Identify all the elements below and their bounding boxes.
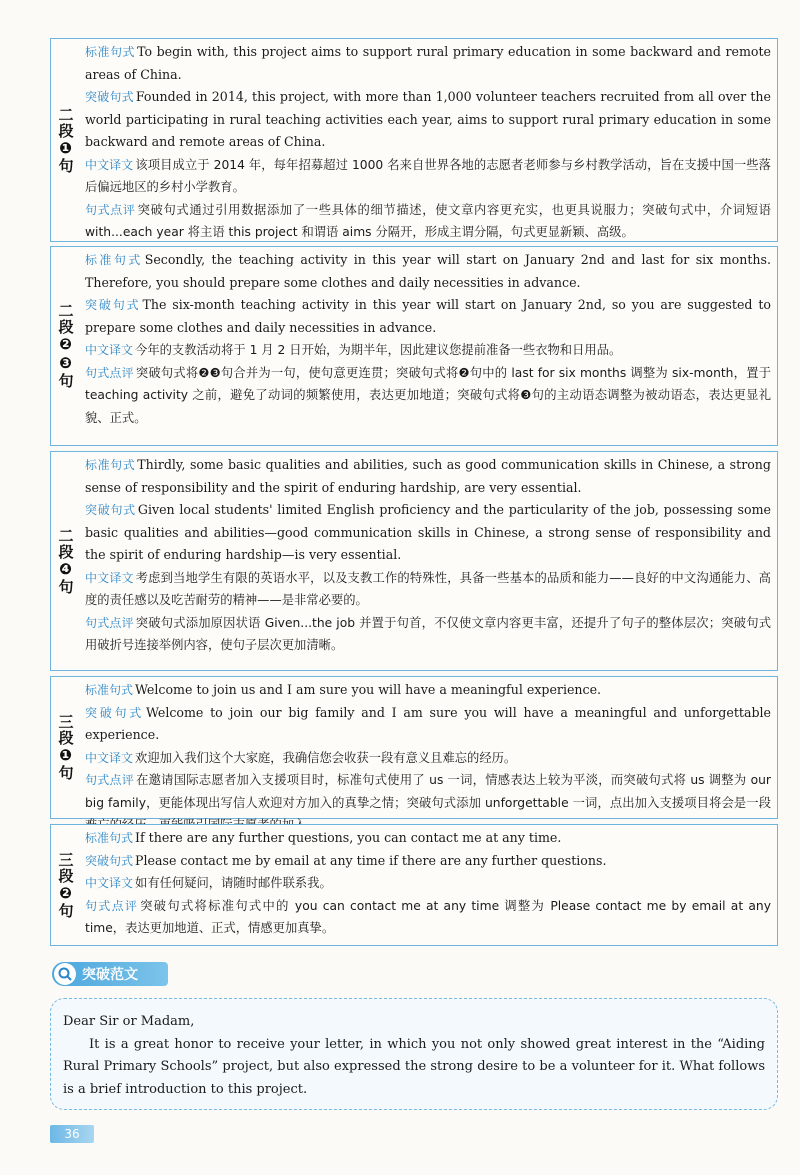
improved-sentence: 突破句式 Welcome to join our big family and I am sure you will have a meaningful and unforgettable experience. [85, 704, 771, 742]
section-para3-sentence2 [50, 824, 778, 946]
sentence-comment: 句式点评 突破句式将❷❸句合并为一句，使句意更连贯；突破句式将❷句中的 last for six months 调整为 six-month，置于 teaching activity 之前，避免了动词的频繁使用，表达更加地道；突破句式将❸句的主动语态调整为被动语态，表达更显礼貌、正式。 [85, 365, 771, 425]
magnifier-icon [54, 963, 76, 985]
section-label: 二段❷❸句 [56, 303, 75, 389]
section-para2-sentence23 [50, 246, 778, 446]
sentence-comment: 句式点评 突破句式通过引用数据添加了一些具体的细节描述，使文章内容更充实，也更具说服力；突破句式中，介词短语 with...each year 将主语 this project 和谓语 aims 分隔开，形成主谓分隔，句式更显新颖、高级。 [85, 202, 771, 239]
section-label: 二段❶句 [56, 106, 75, 174]
sentence-comment: 句式点评 突破句式添加原因状语 Given...the job 并置于句首，不仅使文章内容更丰富，还提升了句子的整体层次；突破句式用破折号连接举例内容，使句子层次更加清晰。 [85, 615, 771, 652]
chinese-translation: 中文译文 欢迎加入我们这个大家庭，我确信您会收获一段有意义且难忘的经历。 [85, 750, 517, 765]
standard-sentence: 标准句式 If there are any further questions, you can contact me at any time. [85, 830, 562, 845]
standard-sentence: 标准句式 To begin with, this project aims to support rural primary education in some backward and remote areas of China. [85, 44, 771, 82]
banner-title: 突破范文 [82, 967, 138, 983]
letter-salutation: Dear Sir or Madam, [63, 1014, 195, 1029]
standard-sentence: 标准句式 Secondly, the teaching activity in this year will start on January 2nd and last for six months. Therefore, you should prepare some clothes and daily necessities in advance. [85, 252, 771, 290]
improved-sentence: 突破句式 Founded in 2014, this project, with more than 1,000 volunteer teachers recruited from all over the world participating in rural teaching activities each year, aims to support rural primary education in some backward and remote areas of China. [85, 89, 771, 149]
section-label: 三段❶句 [56, 714, 75, 781]
chinese-translation: 中文译文 考虑到当地学生有限的英语水平，以及支教工作的特殊性，具备一些基本的品质和能力——良好的中文沟通能力、高度的责任感以及吃苦耐劳的精神——是非常必要的。 [85, 570, 771, 607]
letter-paragraph: It is a great honor to receive your letter, in which you not only showed great interest in the “Aiding Rural Primary Schools” project, but also expressed the strong desire to be a volunteer for it. What follows is a brief introduction to this project. [63, 1036, 765, 1097]
section-label: 二段❹句 [56, 527, 75, 595]
standard-sentence: 标准句式 Welcome to join us and I am sure you will have a meaningful experience. [85, 682, 602, 697]
sample-letter [50, 998, 778, 1110]
section-para3-sentence1 [50, 676, 778, 819]
page-number: 36 [50, 1125, 94, 1143]
improved-sentence: 突破句式 Please contact me by email at any time if there are any further questions. [85, 852, 607, 868]
chinese-translation: 中文译文 该项目成立于 2014 年，每年招募超过 1000 名来自世界各地的志愿者老师参与乡村教学活动，旨在支援中国一些落后偏远地区的乡村小学教育。 [85, 157, 771, 194]
improved-sentence: 突破句式 Given local students' limited English proficiency and the particularity of the job, possessing some basic qualities and abilities—good communication skills in Chinese, a strong sense of responsibility and the spirit of enduring hardship—is very essential. [85, 502, 771, 562]
chinese-translation: 中文译文 今年的支教活动将于 1 月 2 日开始，为期半年，因此建议您提前准备一些衣物和日用品。 [85, 343, 622, 357]
section-para2-sentence1 [50, 38, 778, 242]
sentence-comment: 句式点评 突破句式将标准句式中的 you can contact me at any time 调整为 Please contact me by email at any time，表达更加地道、正式，情感更加真挚。 [85, 898, 771, 935]
chinese-translation: 中文译文 如有任何疑问，请随时邮件联系我。 [85, 876, 332, 890]
section-para2-sentence4 [50, 451, 778, 671]
section-label: 三段❷句 [56, 851, 75, 919]
sample-essay-banner [52, 962, 168, 986]
sentence-comment: 句式点评 在邀请国际志愿者加入支援项目时，标准句式使用了 us 一词，情感表达上较为平淡，而突破句式将 us 调整为 our big family，更能体现出写信人欢迎对方加入的真挚之情；突破句式添加 unforgettable 一词，点出加入支援项目将会是一段 [85, 773, 771, 810]
standard-sentence: 标准句式 Thirdly, some basic qualities and abilities, such as good communication skills in Chinese, a strong sense of responsibility and the spirit of enduring hardship, are very essential. [85, 457, 771, 495]
improved-sentence: 突破句式 The six-month teaching activity in this year will start on January 2nd, so you are suggested to prepare some clothes and daily necessities in advance. [85, 297, 771, 335]
